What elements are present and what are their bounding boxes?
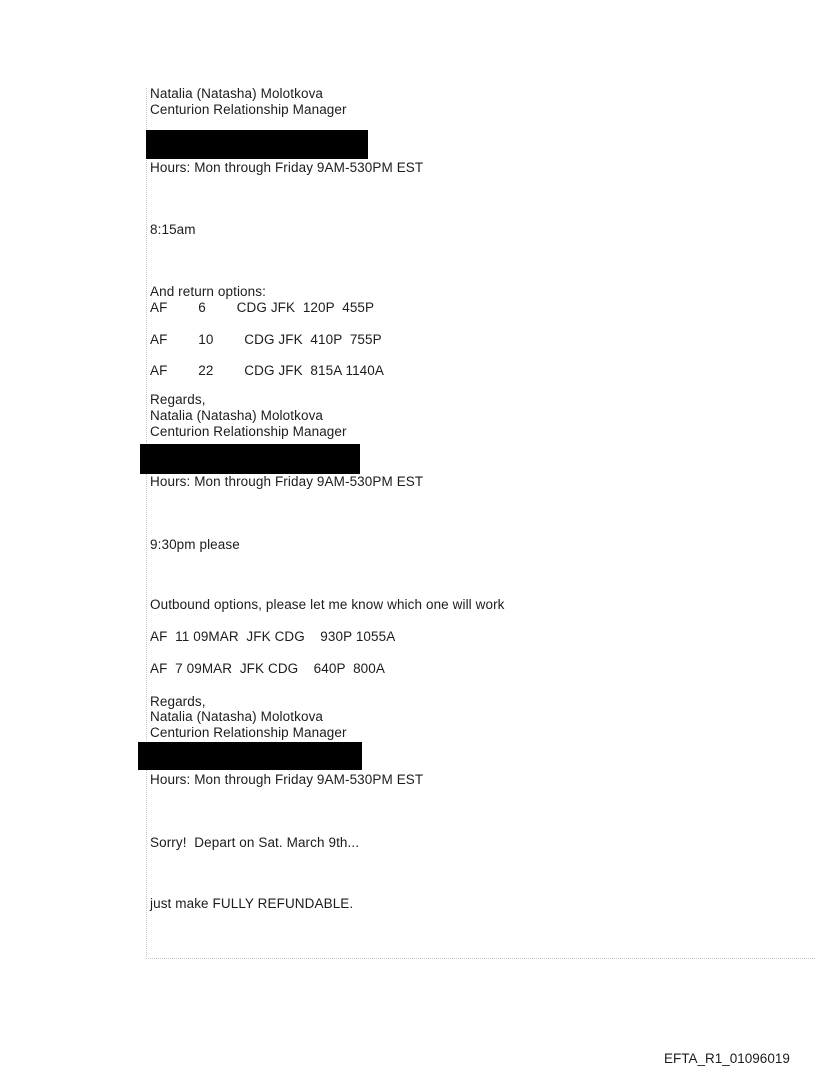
document-line: Regards, <box>150 694 206 709</box>
document-line: Centurion Relationship Manager <box>150 424 347 439</box>
redaction-bar-3 <box>138 742 362 770</box>
document-line: Regards, <box>150 392 206 407</box>
document-line: Natalia (Natasha) Molotkova <box>150 408 324 423</box>
document-line: AF 10 CDG JFK 410P 755P <box>150 332 382 347</box>
document-line: Centurion Relationship Manager <box>150 725 347 740</box>
document-line: 9:30pm please <box>150 537 240 552</box>
document-line: just make FULLY REFUNDABLE. <box>150 896 354 911</box>
document-line: Natalia (Natasha) Molotkova <box>150 86 324 101</box>
redaction-bar-1 <box>146 130 368 159</box>
bates-number: EFTA_R1_01096019 <box>664 1051 790 1066</box>
document-line: AF 7 09MAR JFK CDG 640P 800A <box>150 661 385 676</box>
document-line: Centurion Relationship Manager <box>150 102 347 117</box>
document-line: AF 11 09MAR JFK CDG 930P 1055A <box>150 629 396 644</box>
document-line: AF 22 CDG JFK 815A 1140A <box>150 363 384 378</box>
document-line: Natalia (Natasha) Molotkova <box>150 709 324 724</box>
document-line: Hours: Mon through Friday 9AM-530PM EST <box>150 772 424 787</box>
redaction-bar-2 <box>140 444 360 474</box>
document-frame <box>146 88 815 959</box>
document-line: Sorry! Depart on Sat. March 9th... <box>150 835 360 850</box>
document-line: Hours: Mon through Friday 9AM-530PM EST <box>150 160 424 175</box>
document-line: 8:15am <box>150 222 196 237</box>
document-line: Hours: Mon through Friday 9AM-530PM EST <box>150 474 424 489</box>
document-line: Outbound options, please let me know which one will work <box>150 597 505 612</box>
document-line: And return options: <box>150 284 266 299</box>
document-line: AF 6 CDG JFK 120P 455P <box>150 300 375 315</box>
